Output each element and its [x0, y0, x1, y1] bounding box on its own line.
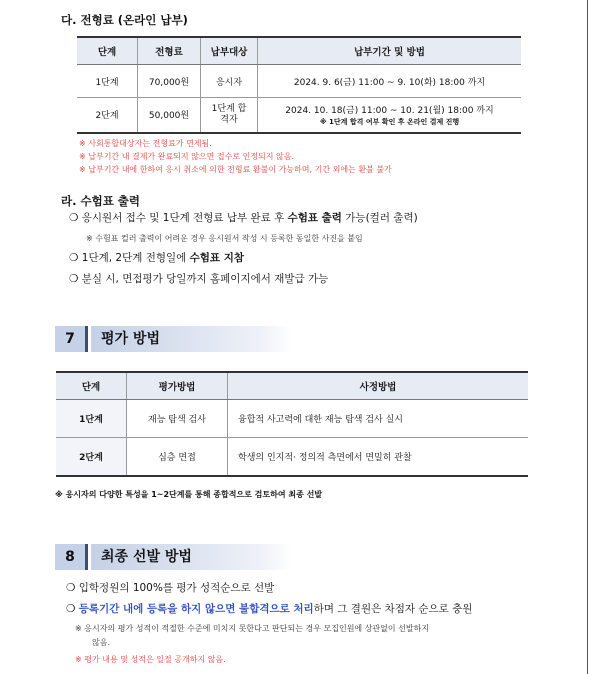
fee-period — [258, 98, 522, 133]
section-7-footnote: ※ 응시자의 다양한 특성을 1~2단계를 통해 종합적으로 검토하여 최종 선발 — [55, 490, 323, 499]
fee-target — [201, 98, 258, 133]
evaluation-table — [56, 371, 528, 477]
fee-stage: 2단계 — [77, 98, 138, 133]
fee-period: 2024. 9. 6(금) 11:00 ~ 9. 10(화) 18:00 까지 — [258, 65, 522, 98]
fee-note-1: ※ 사회통합대상자는 전형료가 면제됨. — [79, 139, 212, 148]
ra-item1-pre: 응시원서 접수 및 1단계 전형료 납부 완료 후 — [81, 212, 288, 224]
fee-target: 응시자 — [201, 65, 258, 98]
list-item — [69, 250, 244, 265]
section-7-number: 7 — [55, 326, 88, 352]
fee-header-fee: 전형료 — [138, 37, 201, 65]
ra-item2-pre: 1단계, 2단계 전형일에 — [81, 252, 190, 264]
eval-assessment: 융합적 사고력에 대한 재능 탐색 검사 실시 — [228, 400, 529, 438]
section-7-title: 평가 방법 — [91, 326, 291, 352]
eval-header-method: 평가방법 — [127, 372, 228, 400]
list-item — [69, 271, 328, 286]
s8-note2: ※ 평가 내용 및 성적은 일절 공개하지 않음. — [75, 655, 226, 664]
fee-target-text: 1단계 합격자 — [211, 103, 247, 125]
s8-note1: ※ 응시자의 평가 성적이 적절한 수준에 미치지 못한다고 판단되는 경우 모집인원에 상관없이 선발하지 — [75, 624, 430, 633]
ra-item1-post: 가능(컬러 출력) — [341, 212, 418, 224]
fee-header-stage: 단계 — [77, 37, 138, 65]
eval-stage: 2단계 — [56, 438, 127, 477]
fee-amount: 50,000원 — [138, 98, 201, 133]
fee-period-text: 2024. 10. 18(금) 11:00 ~ 10. 21(월) 18:00 까지 — [285, 105, 494, 116]
fee-header-target: 납부대상 — [201, 37, 258, 65]
table-row — [77, 98, 521, 133]
section-8-number: 8 — [55, 544, 88, 570]
list-item — [69, 210, 418, 225]
eval-stage: 1단계 — [56, 400, 127, 438]
ra-item3: 분실 시, 면접평가 당일까지 홈페이지에서 재발급 가능 — [81, 273, 329, 285]
bullet-icon: ❍ — [69, 212, 79, 224]
s8-note1-cont: 않음. — [92, 638, 110, 647]
evaluation-table-header — [56, 372, 528, 400]
eval-header-assessment: 사정방법 — [228, 372, 529, 400]
bullet-icon: ❍ — [66, 603, 76, 615]
s8-item1: 입학정원의 100%를 평가 성적순으로 선발 — [78, 582, 275, 594]
page-border-line — [587, 0, 588, 674]
fee-amount: 70,000원 — [138, 65, 201, 98]
eval-header-stage: 단계 — [56, 372, 127, 400]
fee-table — [77, 36, 521, 134]
eval-assessment: 학생의 인지적· 정의적 측면에서 면밀히 관찰 — [228, 438, 529, 477]
table-row — [56, 438, 528, 477]
section-da-title: 다. 전형료 (온라인 납부) — [61, 13, 188, 27]
fee-table-header — [77, 37, 521, 65]
bullet-icon: ❍ — [66, 582, 76, 594]
s8-item2-post: 하며 그 결원은 차점자 순으로 충원 — [313, 603, 473, 615]
s8-item2-emphasis: 등록기간 내에 등록을 하지 않으면 불합격으로 처리 — [78, 603, 314, 615]
list-item — [66, 580, 274, 595]
table-row — [56, 400, 528, 438]
ra-item1-note: ※ 수험표 컬러 출력이 어려운 경우 응시원서 작성 시 등록한 동일한 사진을 붙임 — [86, 234, 363, 243]
fee-header-period: 납부기간 및 방법 — [258, 37, 522, 65]
eval-method: 심층 면접 — [127, 438, 228, 477]
section-ra-title: 라. 수험표 출력 — [61, 194, 141, 208]
bullet-icon: ❍ — [69, 252, 79, 264]
fee-note-2: ※ 납부기간 내 결제가 완료되지 않으면 접수로 인정되지 않음. — [79, 152, 295, 161]
fee-note-3: ※ 납부기간 내에 한하여 응시 취소에 의한 전형료 환불이 가능하며, 기간 외에는 환불 불가 — [79, 165, 392, 174]
ra-item2-bold: 수험표 지참 — [189, 252, 244, 264]
fee-stage: 1단계 — [77, 65, 138, 98]
table-row — [77, 65, 521, 98]
section-8-title: 최종 선발 방법 — [91, 544, 291, 570]
bullet-icon: ❍ — [69, 273, 79, 285]
list-item — [66, 601, 472, 616]
fee-period-note: ※ 1단계 합격 여부 확인 후 온라인 결제 진행 — [319, 117, 460, 126]
eval-method: 재능 탐색 검사 — [127, 400, 228, 438]
ra-item1-bold: 수험표 출력 — [287, 212, 342, 224]
